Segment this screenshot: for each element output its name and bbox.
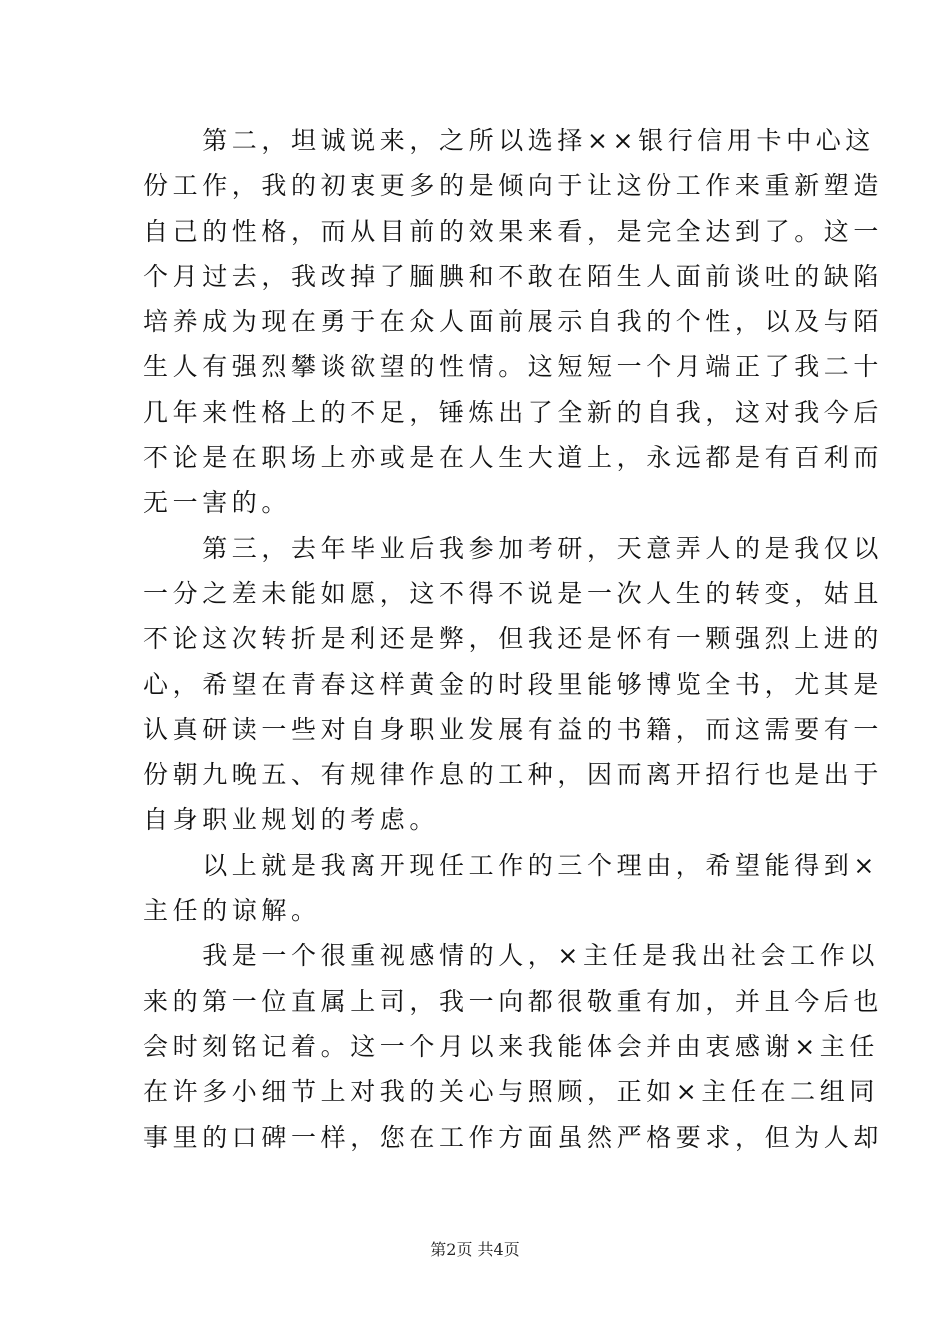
text-line: 以上就是我离开现任工作的三个理由，希望能得到× — [143, 850, 879, 880]
text-line: 来的第一位直属上司，我一向都很敬重有加，并且今后也 — [143, 986, 884, 1016]
text-line: 培养成为现在勇于在众人面前展示自我的个性，以及与陌 — [143, 307, 884, 337]
text-line: 第三，去年毕业后我参加考研，天意弄人的是我仅以 — [143, 533, 884, 563]
text-line: 在许多小细节上对我的关心与照顾，正如×主任在二组同 — [143, 1077, 879, 1107]
text-line: 生人有强烈攀谈欲望的性情。这短短一个月端正了我二十 — [143, 352, 884, 382]
text-line: 几年来性格上的不足，锤炼出了全新的自我，这对我今后 — [143, 397, 884, 427]
text-line: 会时刻铭记着。这一个月以来我能体会并由衷感谢×主任 — [143, 1031, 879, 1061]
text-line: 无一害的。 — [143, 488, 292, 518]
text-line: 份朝九晚五、有规律作息的工种，因而离开招行也是出于 — [143, 760, 884, 790]
text-line: 自身职业规划的考虑。 — [143, 805, 440, 835]
text-line: 自己的性格，而从目前的效果来看，是完全达到了。这一 — [143, 216, 884, 246]
text-line: 不论这次转折是利还是弊，但我还是怀有一颗强烈上进的 — [143, 624, 884, 654]
document-body — [143, 118, 884, 1160]
text-line: 份工作，我的初衷更多的是倾向于让这份工作来重新塑造 — [143, 171, 884, 201]
text-line: 一分之差未能如愿，这不得不说是一次人生的转变，姑且 — [143, 578, 884, 608]
text-line: 心，希望在青春这样黄金的时段里能够博览全书，尤其是 — [143, 669, 884, 699]
text-line: 事里的口碑一样，您在工作方面虽然严格要求，但为人却 — [143, 1122, 884, 1152]
text-line: 我是一个很重视感情的人，×主任是我出社会工作以 — [143, 941, 879, 971]
page-footer: 第2页 共4页 — [430, 1240, 520, 1259]
text-line: 不论是在职场上亦或是在人生大道上，永远都是有百利而 — [143, 443, 884, 473]
text-line: 主任的谅解。 — [143, 896, 321, 926]
text-line: 第二，坦诚说来，之所以选择××银行信用卡中心这 — [143, 126, 875, 155]
text-line: 个月过去，我改掉了腼腆和不敢在陌生人面前谈吐的缺陷 — [143, 261, 884, 291]
text-line: 认真研读一些对自身职业发展有益的书籍，而这需要有一 — [143, 714, 884, 744]
